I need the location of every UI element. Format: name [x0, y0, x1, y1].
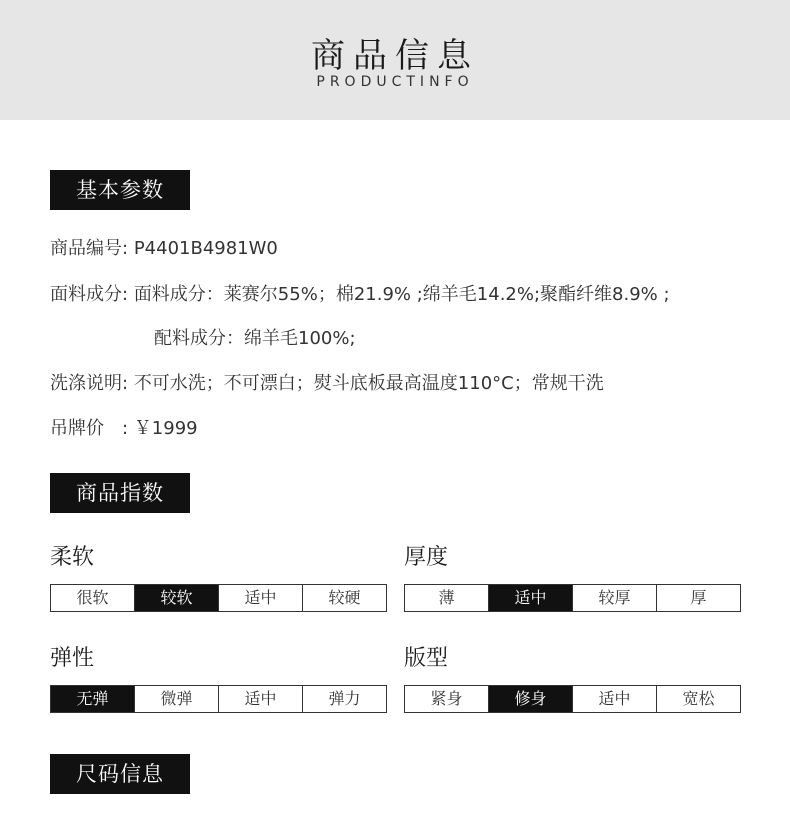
- index-option: 较软: [135, 585, 219, 611]
- page-header: [0, 0, 790, 120]
- page-subtitle: PRODUCTINFO: [316, 74, 474, 90]
- index-option: 厚: [690, 588, 707, 607]
- index-option: 微弹: [135, 686, 219, 712]
- param-code: [50, 236, 278, 262]
- index-option: 较硬: [328, 588, 361, 607]
- index-option: 较厚: [573, 585, 657, 611]
- param-code-label: 商品编号:: [50, 238, 129, 259]
- param-code-value: P4401B4981W0: [133, 238, 278, 259]
- param-material: [50, 282, 670, 308]
- section-tag-index: 商品指数: [50, 473, 190, 513]
- page-title: 商品信息: [311, 36, 479, 76]
- index-option: 很软: [51, 585, 135, 611]
- param-material-main: 面料成分：莱赛尔55%；棉21.9% ;绵羊毛14.2%;聚酯纤维8.9% ;: [133, 284, 670, 305]
- param-price: [50, 416, 198, 442]
- index-option: 适中: [573, 686, 657, 712]
- index-option: 无弹: [51, 686, 135, 712]
- param-price-value: ￥1999: [133, 418, 198, 439]
- section-tag-size: 尺码信息: [50, 754, 190, 794]
- index-option: 弹力: [328, 689, 361, 708]
- param-material-sub: 配料成分：绵羊毛100%;: [154, 328, 356, 349]
- index-elasticity-scale: [50, 685, 387, 713]
- index-option: 薄: [405, 585, 489, 611]
- index-option: 适中: [219, 686, 303, 712]
- index-option: 宽松: [682, 689, 715, 708]
- index-thickness-title: 厚度: [404, 545, 449, 570]
- param-price-label: 吊牌价 :: [50, 418, 129, 439]
- param-material-label: 面料成分:: [50, 284, 129, 305]
- index-softness-title: 柔软: [50, 545, 95, 570]
- index-elasticity-title: 弹性: [50, 646, 95, 671]
- index-softness-scale: [50, 584, 387, 612]
- index-fit-scale: [404, 685, 741, 713]
- param-wash-label: 洗涤说明:: [50, 373, 129, 394]
- index-thickness-scale: [404, 584, 741, 612]
- section-tag-basic: 基本参数: [50, 170, 190, 210]
- param-wash: [50, 371, 604, 397]
- index-option: 适中: [219, 585, 303, 611]
- index-option: 紧身: [405, 686, 489, 712]
- index-option: 修身: [489, 686, 573, 712]
- param-wash-value: 不可水洗；不可漂白；熨斗底板最高温度110°C；常规干洗: [133, 373, 604, 394]
- index-option: 适中: [489, 585, 573, 611]
- index-fit-title: 版型: [404, 646, 449, 671]
